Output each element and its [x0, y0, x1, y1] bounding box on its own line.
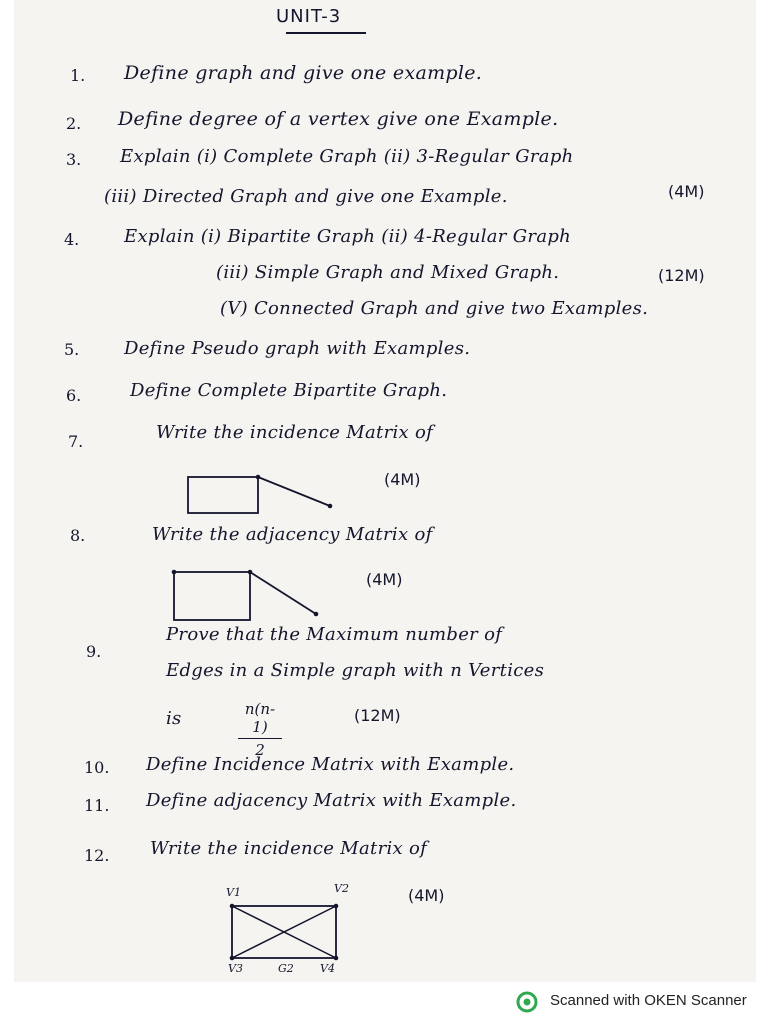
q9-fraction [238, 700, 282, 759]
q9-line-3: is [166, 708, 182, 729]
q9-fraction-denominator: 2 [255, 741, 265, 759]
page-title: UNIT-3 [276, 6, 342, 27]
vertex-label-v2: V2 [334, 882, 349, 895]
q8-text: Write the adjacency Matrix of [152, 524, 433, 545]
q7-marks: (4M) [384, 470, 421, 489]
q5-text: Define Pseudo graph with Examples. [124, 338, 471, 359]
q12-graph-figure [226, 900, 346, 962]
q3-marks: (4M) [668, 182, 705, 201]
q12-number: 12. [84, 846, 110, 865]
q9-line-1: Prove that the Maximum number of [166, 624, 503, 645]
q4-line-2: (iii) Simple Graph and Mixed Graph. [216, 262, 560, 283]
q9-number: 9. [86, 642, 102, 661]
q3-number: 3. [66, 150, 82, 169]
q2-text: Define degree of a vertex give one Example. [118, 108, 559, 130]
vertex-label-v3: V3 [228, 962, 243, 975]
q4-number: 4. [64, 230, 80, 249]
q11-number: 11. [84, 796, 110, 815]
q8-marks: (4M) [366, 570, 403, 589]
q9-line-2: Edges in a Simple graph with n Vertices [166, 660, 545, 681]
q2-number: 2. [66, 114, 82, 133]
q1-number: 1. [70, 66, 86, 85]
q5-number: 5. [64, 340, 80, 359]
q6-number: 6. [66, 386, 82, 405]
q3-line-2: (iii) Directed Graph and give one Example. [104, 186, 508, 207]
q3-line-1: Explain (i) Complete Graph (ii) 3-Regular Graph [120, 146, 574, 167]
q7-text: Write the incidence Matrix of [156, 422, 434, 443]
q11-text: Define adjacency Matrix with Example. [146, 790, 517, 811]
q6-text: Define Complete Bipartite Graph. [130, 380, 448, 401]
q10-number: 10. [84, 758, 110, 777]
q7-graph-figure [180, 468, 340, 520]
q4-marks: (12M) [658, 266, 705, 285]
vertex-label-v1: V1 [226, 886, 241, 899]
q7-number: 7. [68, 432, 84, 451]
q1-text: Define graph and give one example. [124, 62, 483, 84]
footer-scanner-text: Scanned with OKEN Scanner [550, 992, 747, 1009]
graph-label-g2: G2 [278, 962, 294, 975]
q10-text: Define Incidence Matrix with Example. [146, 754, 515, 775]
oken-scanner-logo-icon [516, 991, 538, 1013]
q12-text: Write the incidence Matrix of [150, 838, 428, 859]
vertex-label-v4: V4 [320, 962, 335, 975]
q9-fraction-numerator: n(n-1) [238, 700, 282, 739]
q8-number: 8. [70, 526, 86, 545]
q8-graph-figure [166, 564, 326, 624]
title-underline [286, 32, 366, 34]
q12-marks: (4M) [408, 886, 445, 905]
q4-line-1: Explain (i) Bipartite Graph (ii) 4-Regular Graph [124, 226, 572, 247]
q4-line-3: (V) Connected Graph and give two Examples. [220, 298, 649, 319]
q9-marks: (12M) [354, 706, 401, 725]
